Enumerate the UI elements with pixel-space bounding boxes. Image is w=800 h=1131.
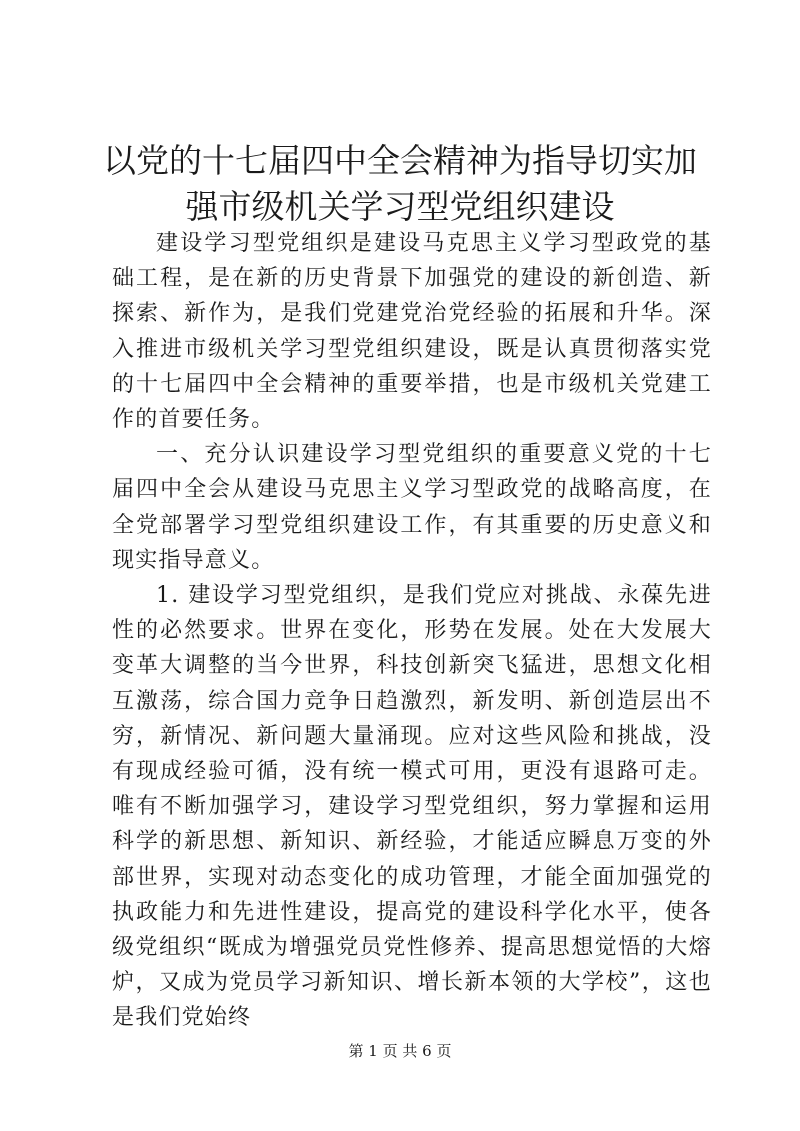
document-title: 以党的十七届四中全会精神为指导切实加强市级机关学习型党组织建设 [103,141,697,226]
page-footer: 第 1 页 共 6 页 [348,1042,452,1060]
paragraph-intro: 建设学习型党组织是建设马克思主义学习型政党的基础工程，是在新的历史背景下加强党的建设的新创造、新探索、新作为，是我们党建党治党经验的拓展和升华。深入推进市级机关学习型党组织建设，既是认真贯彻落实党的十七届四中全会精神的重要举措，也是市级机关党建工作的首要任务。 [112,231,712,433]
document-body [112,226,712,1036]
paragraph-section-one: 一、充分认识建设学习型党组织的重要意义党的十七届四中全会从建设马克思主义学习型政党的战略高度，在全党部署学习型党组织建设工作，有其重要的历史意义和现实指导意义。 [112,442,712,573]
paragraph-point-one: 1. 建设学习型党组织，是我们党应对挑战、永葆先进性的必然要求。世界在变化，形势在发展。处在大发展大变革大调整的当今世界，科技创新突飞猛进，思想文化相互激荡，综合国力竞争日趋激烈，新发明、新创造层出不穷，新情况、新问题大量涌现。应对这些风险和挑战，没有现成经验可循，没有统一模式可用，更没有退路可走。唯有不断加强学习，建设学习型党组织，努力掌握和运用科学的新思想、新知识、新经验，才能适应瞬息万变的外部世界，实现对动态变化的成功管理，才能全面加强党的执政能力和先进性建设，提高党的建设科学化水平，使各级党组织“既成为增强党员党性修养、提高思想觉悟的大熔炉，又成为党员学习新知识、增长新本领的大学校”，这也是我们党始终 [112,583,712,1031]
